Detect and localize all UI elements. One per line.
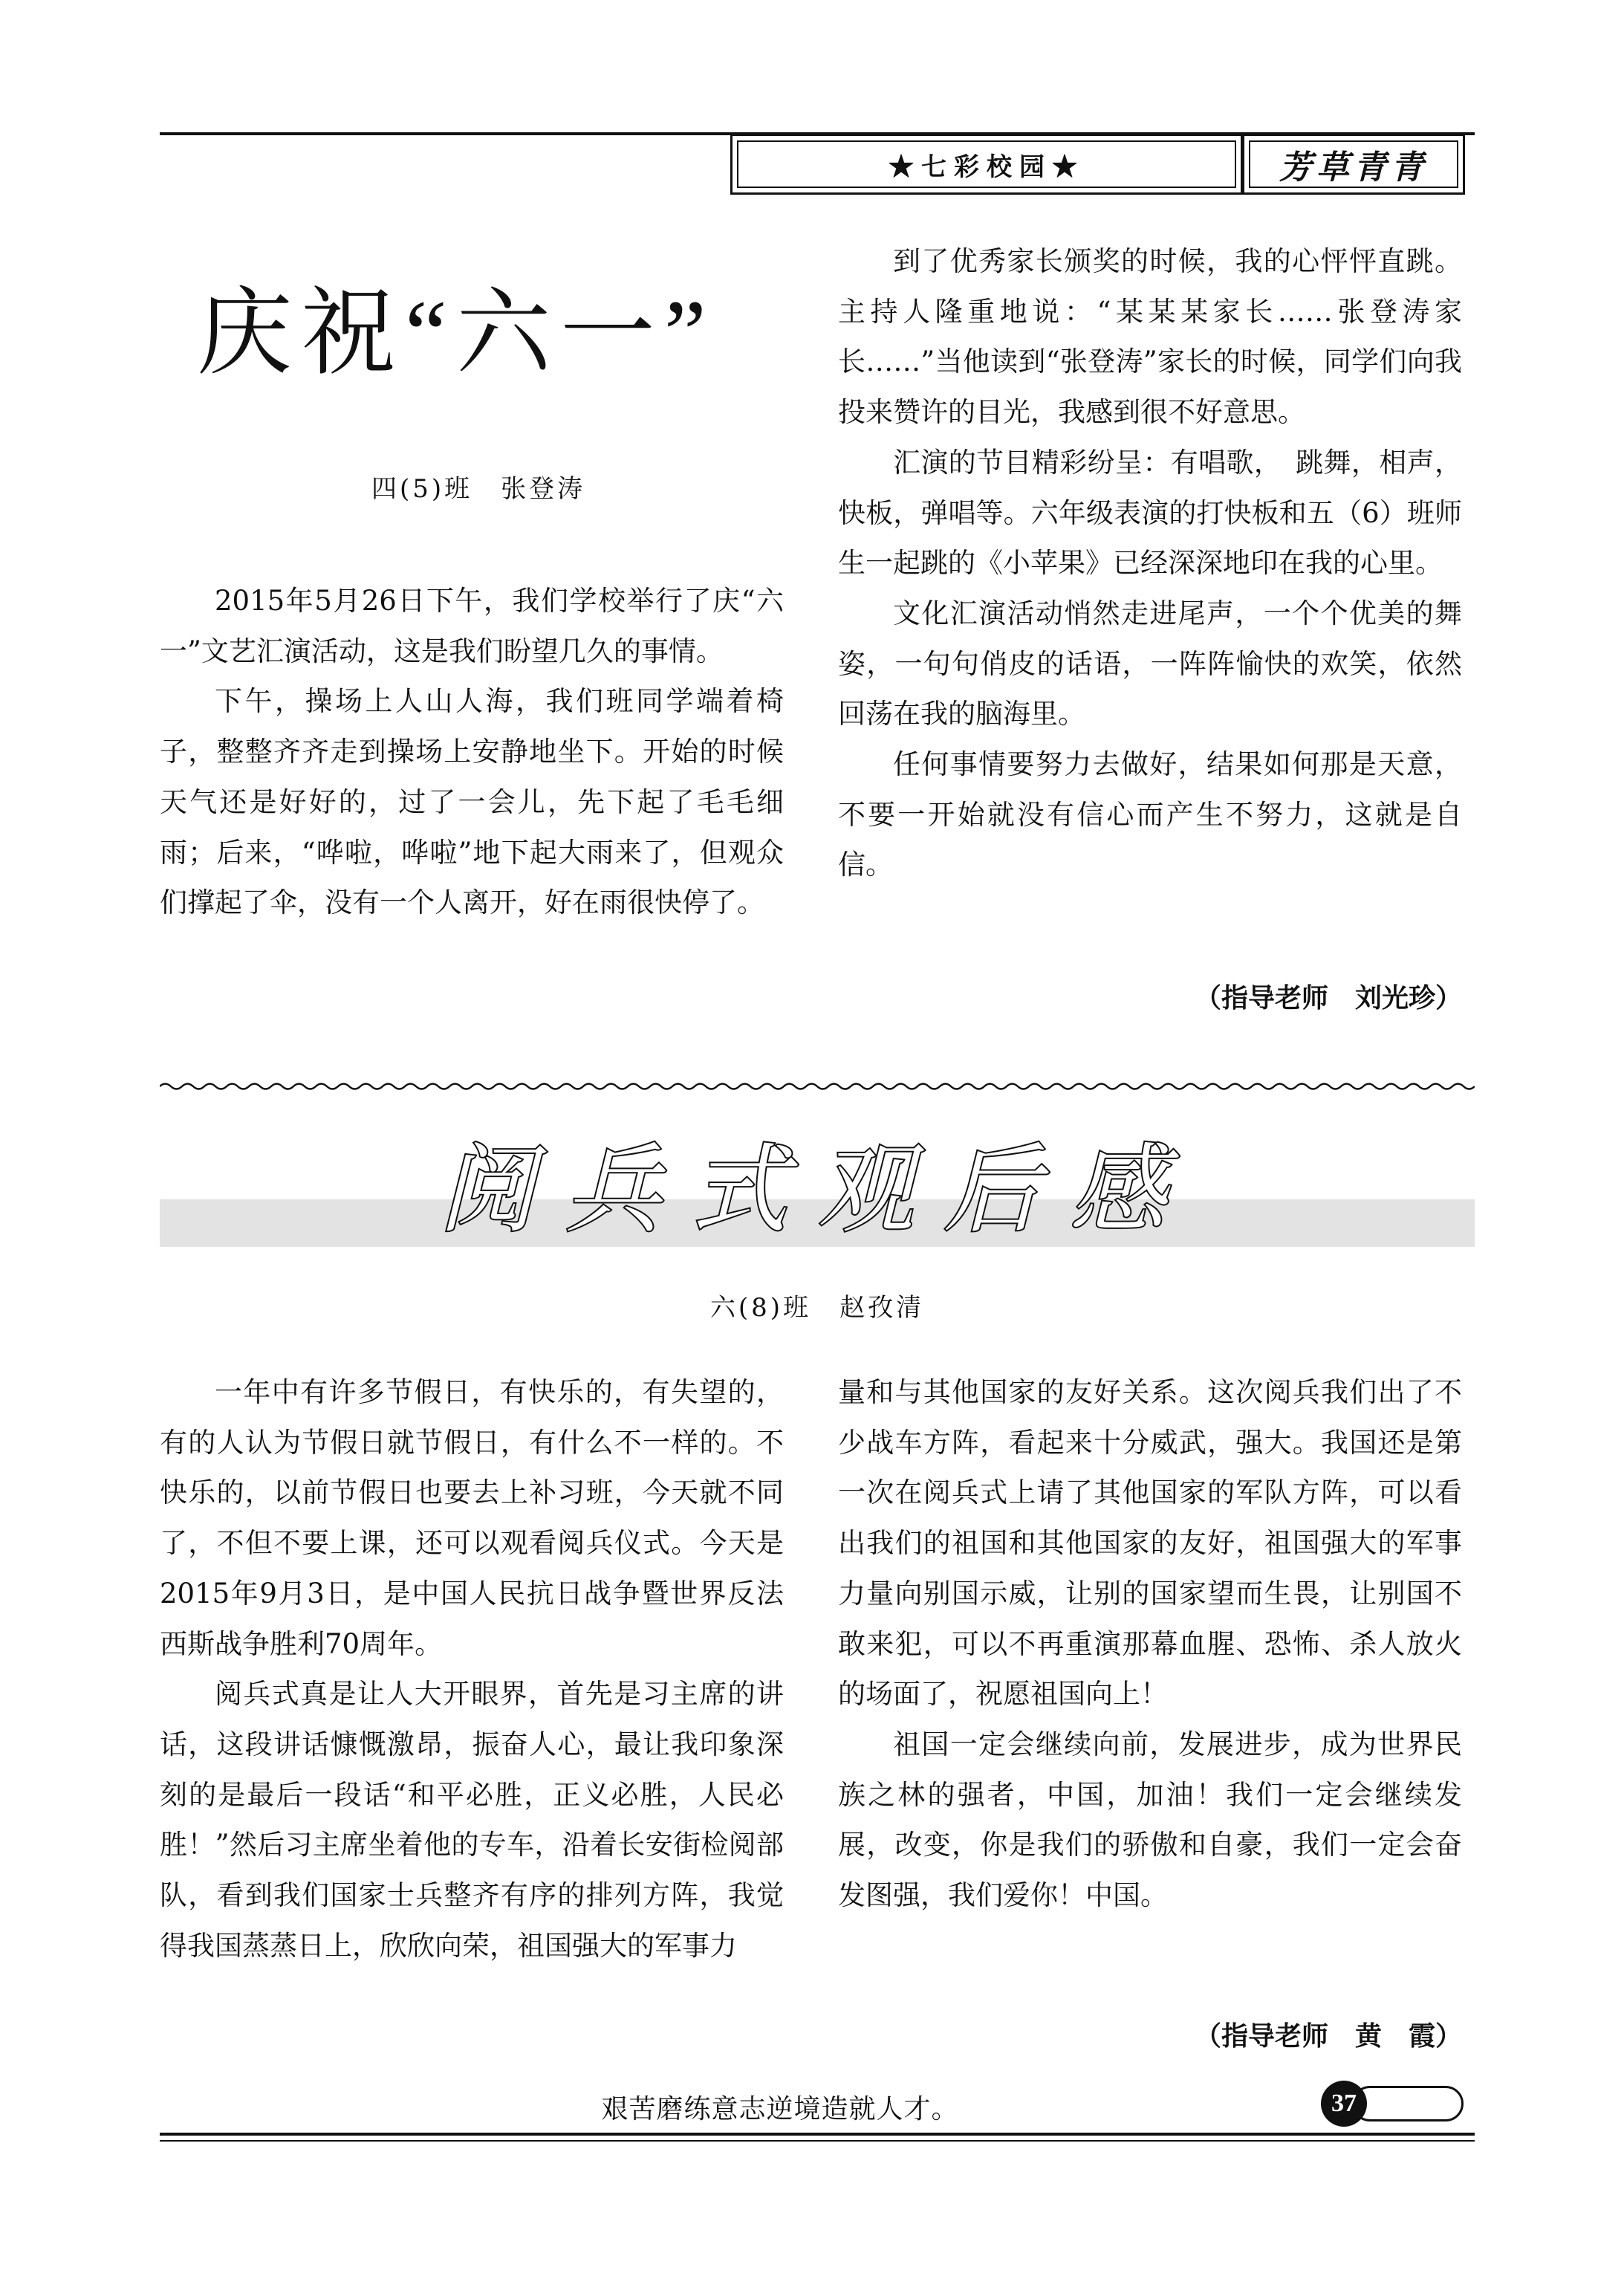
page-tab xyxy=(1352,2086,1464,2121)
column-label: 芳草青青 xyxy=(1249,140,1458,188)
article2-teacher: （指导老师 黄 霞） xyxy=(1194,2021,1462,2052)
paragraph: 任何事情要努力去做好，结果如何那是天意，不要一开始就没有信心而产生不努力，这就是自信。 xyxy=(838,748,1462,881)
paragraph: 祖国一定会继续向前，发展进步，成为世界民族之林的强者，中国，加油！我们一定会继续发展，改变，你是我们的骄傲和自豪，我们一定会奋发图强，我们爱你！中国。 xyxy=(838,1728,1462,1912)
article1-title: 庆祝“六一” xyxy=(197,281,715,386)
article2-right-column xyxy=(838,1367,1462,1921)
wave-divider xyxy=(160,1077,1475,1095)
paragraph: 到了优秀家长颁奖的时候，我的心怦怦直跳。主持人隆重地说：“某某某家长……张登涛家长……”当他读到“张登涛”家长的时候，同学们向我投来赞许的目光，我感到很不好意思。 xyxy=(838,245,1462,429)
paragraph: 汇演的节目精彩纷呈：有唱歌， 跳舞，相声，快板，弹唱等。六年级表演的打快板和五（6）班师生一起跳的《小苹果》已经深深地印在我的心里。 xyxy=(838,446,1462,580)
section-label-box xyxy=(730,134,1243,195)
paragraph-continuation: 量和与其他国家的友好关系。这次阅兵我们出了不少战车方阵，看起来十分威武，强大。我国还是第一次在阅兵式上请了其他国家的军队方阵，可以看出我们的祖国和其他国家的友好，祖国强大的军事力量向别国示威，让别的国家望而生畏，让别国不敢来犯，可以不再重演那幕血腥、恐怖、杀人放火的场面了，祝愿祖国向上！ xyxy=(838,1376,1462,1711)
article1-right-column xyxy=(838,236,1462,890)
paragraph: 文化汇演活动悄然走进尾声，一个个优美的舞姿，一句句俏皮的话语，一阵阵愉快的欢笑，依然回荡在我的脑海里。 xyxy=(838,597,1462,730)
article1-left-column xyxy=(160,576,784,928)
article2-byline: 六(8)班 赵孜清 xyxy=(709,1293,925,1323)
article1-teacher: （指导老师 刘光珍） xyxy=(1194,983,1462,1014)
article1-byline: 四(5)班 张登涛 xyxy=(371,474,586,504)
article2-title: 阅兵式观后感 xyxy=(438,1133,1196,1246)
footer-rule xyxy=(160,2133,1475,2136)
paragraph: 一年中有许多节假日，有快乐的，有失望的，有的人认为节假日就节假日，有什么不一样的。不快乐的，以前节假日也要去上补习班，今天就不同了，不但不要上课，还可以观看阅兵仪式。今天是2015年9月3日，是中国人民抗日战争暨世界反法西斯战争胜利70周年。 xyxy=(160,1376,784,1660)
footer-rule-thin xyxy=(160,2140,1475,2142)
column-label-box xyxy=(1242,134,1465,195)
paragraph: 阅兵式真是让人大开眼界，首先是习主席的讲话，这段讲话慷慨激昂，振奋人心，最让我印象深刻的是最后一段话“和平必胜，正义必胜，人民必胜！”然后习主席坐着他的专车，沿着长安街检阅部队，看到我们国家士兵整齐有序的排列方阵，我觉得我国蒸蒸日上，欣欣向荣，祖国强大的军事力 xyxy=(160,1678,784,1962)
footer-motto: 艰苦磨练意志逆境造就人才。 xyxy=(601,2094,959,2124)
article2-left-column xyxy=(160,1367,784,1971)
paragraph: 2015年5月26日下午，我们学校举行了庆“六一”文艺汇演活动，这是我们盼望几久的事情。 xyxy=(160,585,784,667)
section-label: ★七彩校园★ xyxy=(737,140,1236,188)
paragraph: 下午，操场上人山人海，我们班同学端着椅子，整整齐齐走到操场上安静地坐下。开始的时候天气还是好好的，过了一会儿，先下起了毛毛细雨；后来，“哗啦，哗啦”地下起大雨来了，但观众们撑起了伞，没有一个人离开，好在雨很快停了。 xyxy=(160,685,784,919)
page-number: 37 xyxy=(1321,2081,1367,2127)
